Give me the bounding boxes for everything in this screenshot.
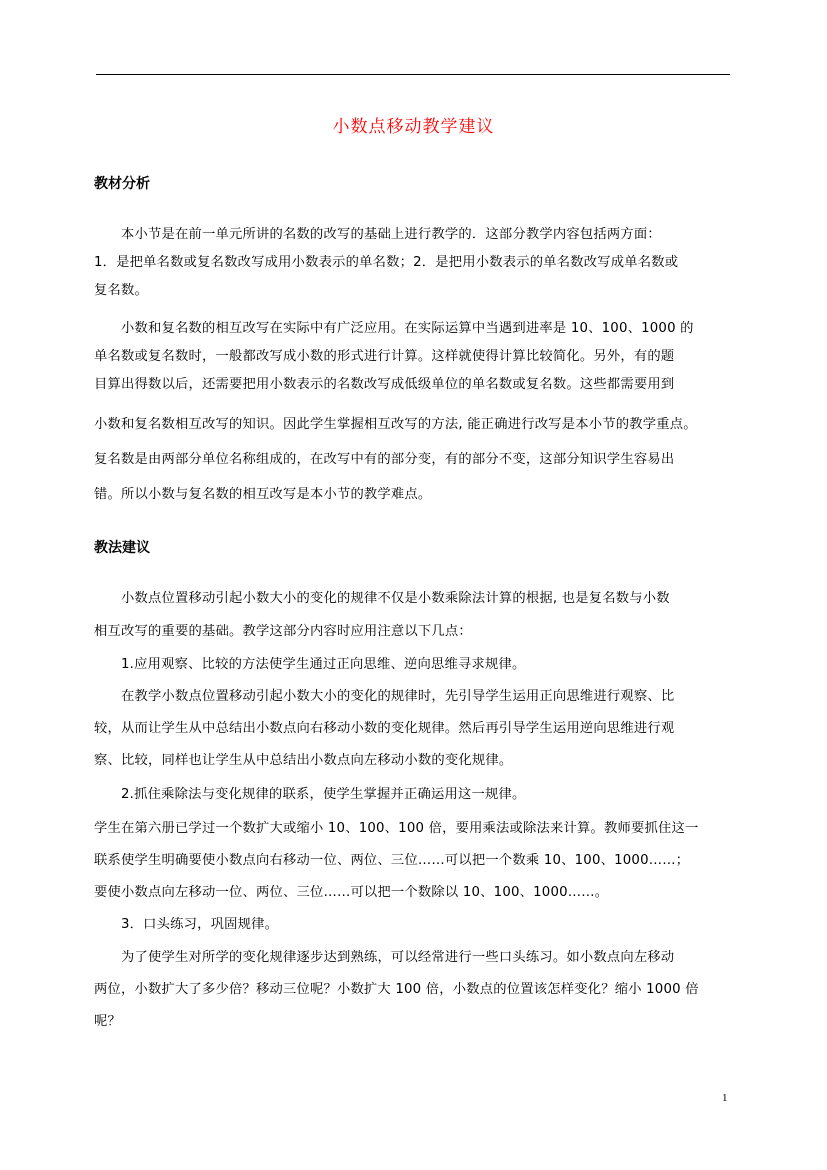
document-title: 小数点移动教学建议 xyxy=(332,117,495,137)
paragraph-line: 小数和复名数相互改写的知识。因此学生掌握相互改写的方法, 能正确进行改写是本小节的教学重点。 xyxy=(94,417,697,432)
paragraph-line: 1．是把单名数或复名数改写成用小数表示的单名数；2．是把用小数表示的单名数改写成单名数或 xyxy=(94,255,679,270)
paragraph-line: 呢？ xyxy=(94,1014,121,1029)
paragraph-line: 较，从而让学生从中总结出小数点向右移动小数的变化规律。然后再引导学生运用逆向思维进行观 xyxy=(94,721,675,736)
paragraph-line: 复名数是由两部分单位名称组成的，在改写中有的部分变，有的部分不变，这部分知识学生容易出 xyxy=(94,452,675,467)
paragraph-line: 为了使学生对所学的变化规律逐步达到熟练，可以经常进行一些口头练习。如小数点向左移动 xyxy=(121,950,675,965)
paragraph-line: 察、比较，同样也让学生从中总结出小数点向左移动小数的变化规律。 xyxy=(94,753,513,768)
section-heading-textbook-analysis: 教材分析 xyxy=(94,176,150,192)
paragraph-line: 小数和复名数的相互改写在实际中有广泛应用。在实际运算中当遇到进率是 10、100、1000 的 xyxy=(121,321,694,336)
paragraph-line: 要使小数点向左移动一位、两位、三位……可以把一个数除以 10、100、1000……。 xyxy=(94,885,609,900)
paragraph-line: 两位，小数扩大了多少倍？移动三位呢？小数扩大 100 倍，小数点的位置该怎样变化？缩小 1000 倍 xyxy=(94,982,699,997)
paragraph-line: 在教学小数点位置移动引起小数大小的变化的规律时，先引导学生运用正向思维进行观察、比 xyxy=(121,689,675,704)
paragraph-line: 1.应用观察、比较的方法使学生通过正向思维、逆向思维寻求规律。 xyxy=(121,657,526,672)
header-rule xyxy=(96,74,730,75)
paragraph-line: 学生在第六册已学过一个数扩大或缩小 10、100、100 倍，要用乘法或除法来计算。教师要抓住这一 xyxy=(94,821,699,836)
paragraph-line: 错。所以小数与复名数的相互改写是本小节的教学难点。 xyxy=(94,487,432,502)
paragraph-line: 3．口头练习，巩固规律。 xyxy=(121,917,279,932)
paragraph-line: 相互改写的重要的基础。教学这部分内容时应用注意以下几点： xyxy=(94,624,472,639)
paragraph-line: 2.抓住乘除法与变化规律的联系，使学生掌握并正确运用这一规律。 xyxy=(121,787,526,802)
paragraph-line: 复名数。 xyxy=(94,283,148,298)
paragraph-line: 小数点位置移动引起小数大小的变化的规律不仅是小数乘除法计算的根据, 也是复名数与小数 xyxy=(121,591,670,606)
paragraph-line: 联系使学生明确要使小数点向右移动一位、两位、三位……可以把一个数乘 10、100、1000……； xyxy=(94,853,690,868)
page-number: 1 xyxy=(722,1092,728,1104)
paragraph-line: 目算出得数以后，还需要把用小数表示的名数改写成低级单位的单名数或复名数。这些都需要用到 xyxy=(94,377,675,392)
section-heading-teaching-suggestions: 教法建议 xyxy=(94,540,150,556)
paragraph-line: 单名数或复名数时，一般都改写成小数的形式进行计算。这样就使得计算比较简化。另外，有的题 xyxy=(94,349,675,364)
paragraph-line: 本小节是在前一单元所讲的名数的改写的基础上进行教学的．这部分教学内容包括两方面： xyxy=(121,227,661,242)
